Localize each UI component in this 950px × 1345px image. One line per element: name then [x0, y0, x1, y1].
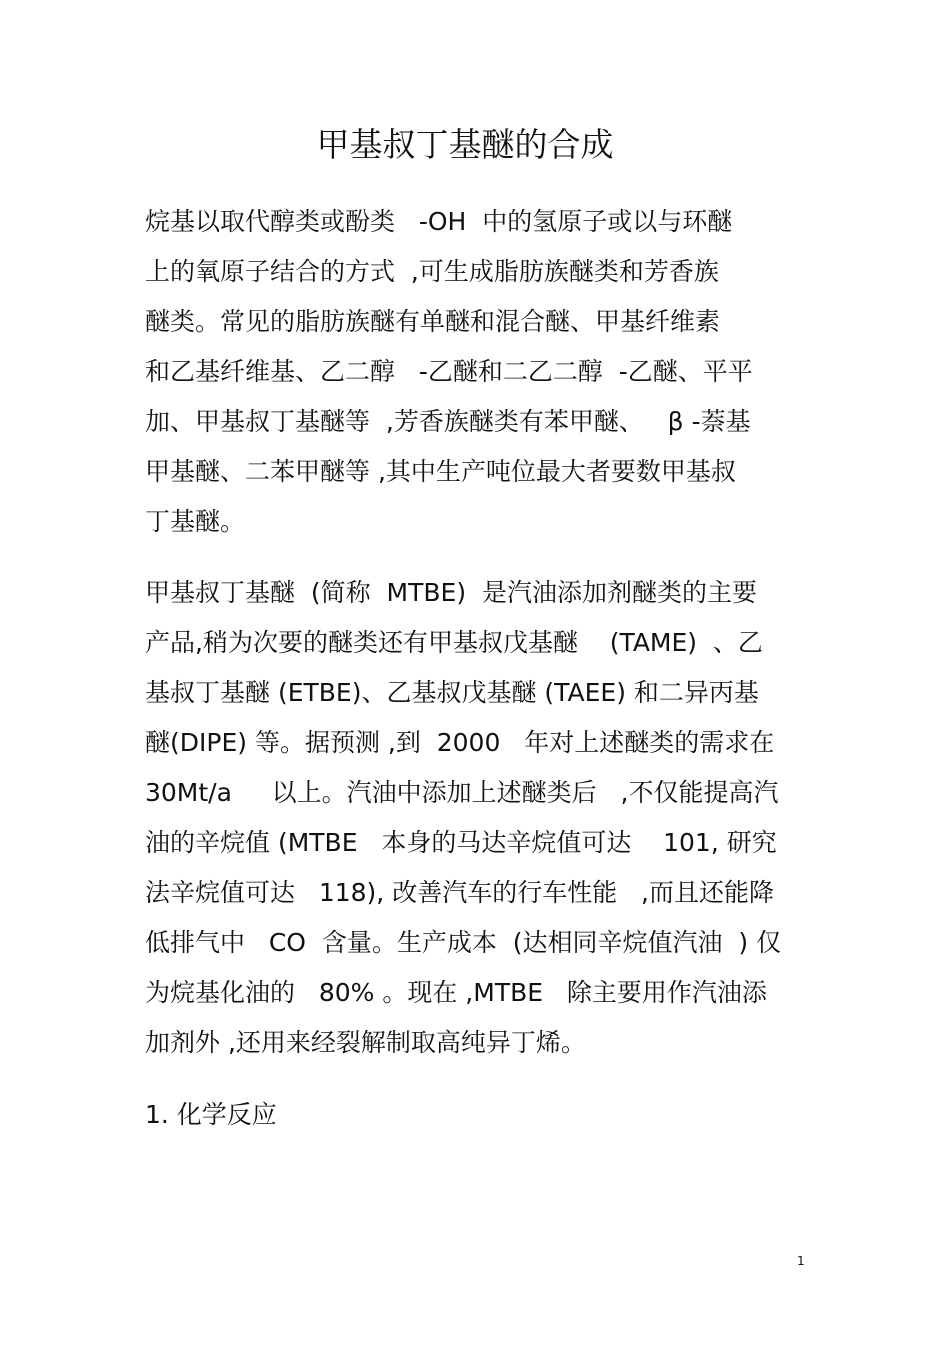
- paragraph-line: 30Mt/a 以上。汽油中添加上述醚类后 ,不仅能提高汽: [145, 778, 779, 807]
- section-heading: 1. 化学反应: [145, 1100, 277, 1129]
- paragraph-line: 为烷基化油的 80% 。现在 ,MTBE 除主要用作汽油添: [145, 978, 767, 1007]
- paragraph-line: 加、甲基叔丁基醚等 ,芳香族醚类有苯甲醚、 β -萘基: [145, 407, 751, 436]
- paragraph-mtbe-description: [145, 568, 815, 1068]
- document-title: 甲基叔丁基醚的合成: [316, 125, 614, 164]
- paragraph-line: 油的辛烷值 (MTBE 本身的马达辛烷值可达 101, 研究: [145, 828, 777, 857]
- paragraph-line: 法辛烷值可达 118), 改善汽车的行车性能 ,而且还能降: [145, 878, 774, 907]
- paragraph-line: 基叔丁基醚 (ETBE)、乙基叔戊基醚 (TAEE) 和二异丙基: [145, 678, 759, 707]
- paragraph-line: 上的氧原子结合的方式 ,可生成脂肪族醚类和芳香族: [145, 257, 719, 286]
- page-number: 1: [797, 1254, 805, 1268]
- paragraph-line: 甲基叔丁基醚 (简称 MTBE) 是汽油添加剂醚类的主要: [145, 578, 757, 607]
- paragraph-line: 产品,稍为次要的醚类还有甲基叔戊基醚 (TAME) 、乙: [145, 628, 763, 657]
- paragraph-line: 和乙基纤维基、乙二醇 -乙醚和二乙二醇 -乙醚、平平: [145, 357, 753, 386]
- paragraph-line: 加剂外 ,还用来经裂解制取高纯异丁烯。: [145, 1028, 586, 1057]
- paragraph-ether-overview: [145, 197, 815, 547]
- paragraph-line: 低排气中 CO 含量。生产成本 (达相同辛烷值汽油 ) 仅: [145, 928, 782, 957]
- paragraph-line: 醚(DIPE) 等。据预测 ,到 2000 年对上述醚类的需求在: [145, 728, 775, 757]
- paragraph-line: 烷基以取代醇类或酚类 -OH 中的氢原子或以与环醚: [145, 207, 733, 236]
- paragraph-line: 丁基醚。: [145, 507, 246, 536]
- paragraph-line: 甲基醚、二苯甲醚等 ,其中生产吨位最大者要数甲基叔: [145, 457, 736, 486]
- paragraph-line: 醚类。常见的脂肪族醚有单醚和混合醚、甲基纤维素: [145, 307, 721, 336]
